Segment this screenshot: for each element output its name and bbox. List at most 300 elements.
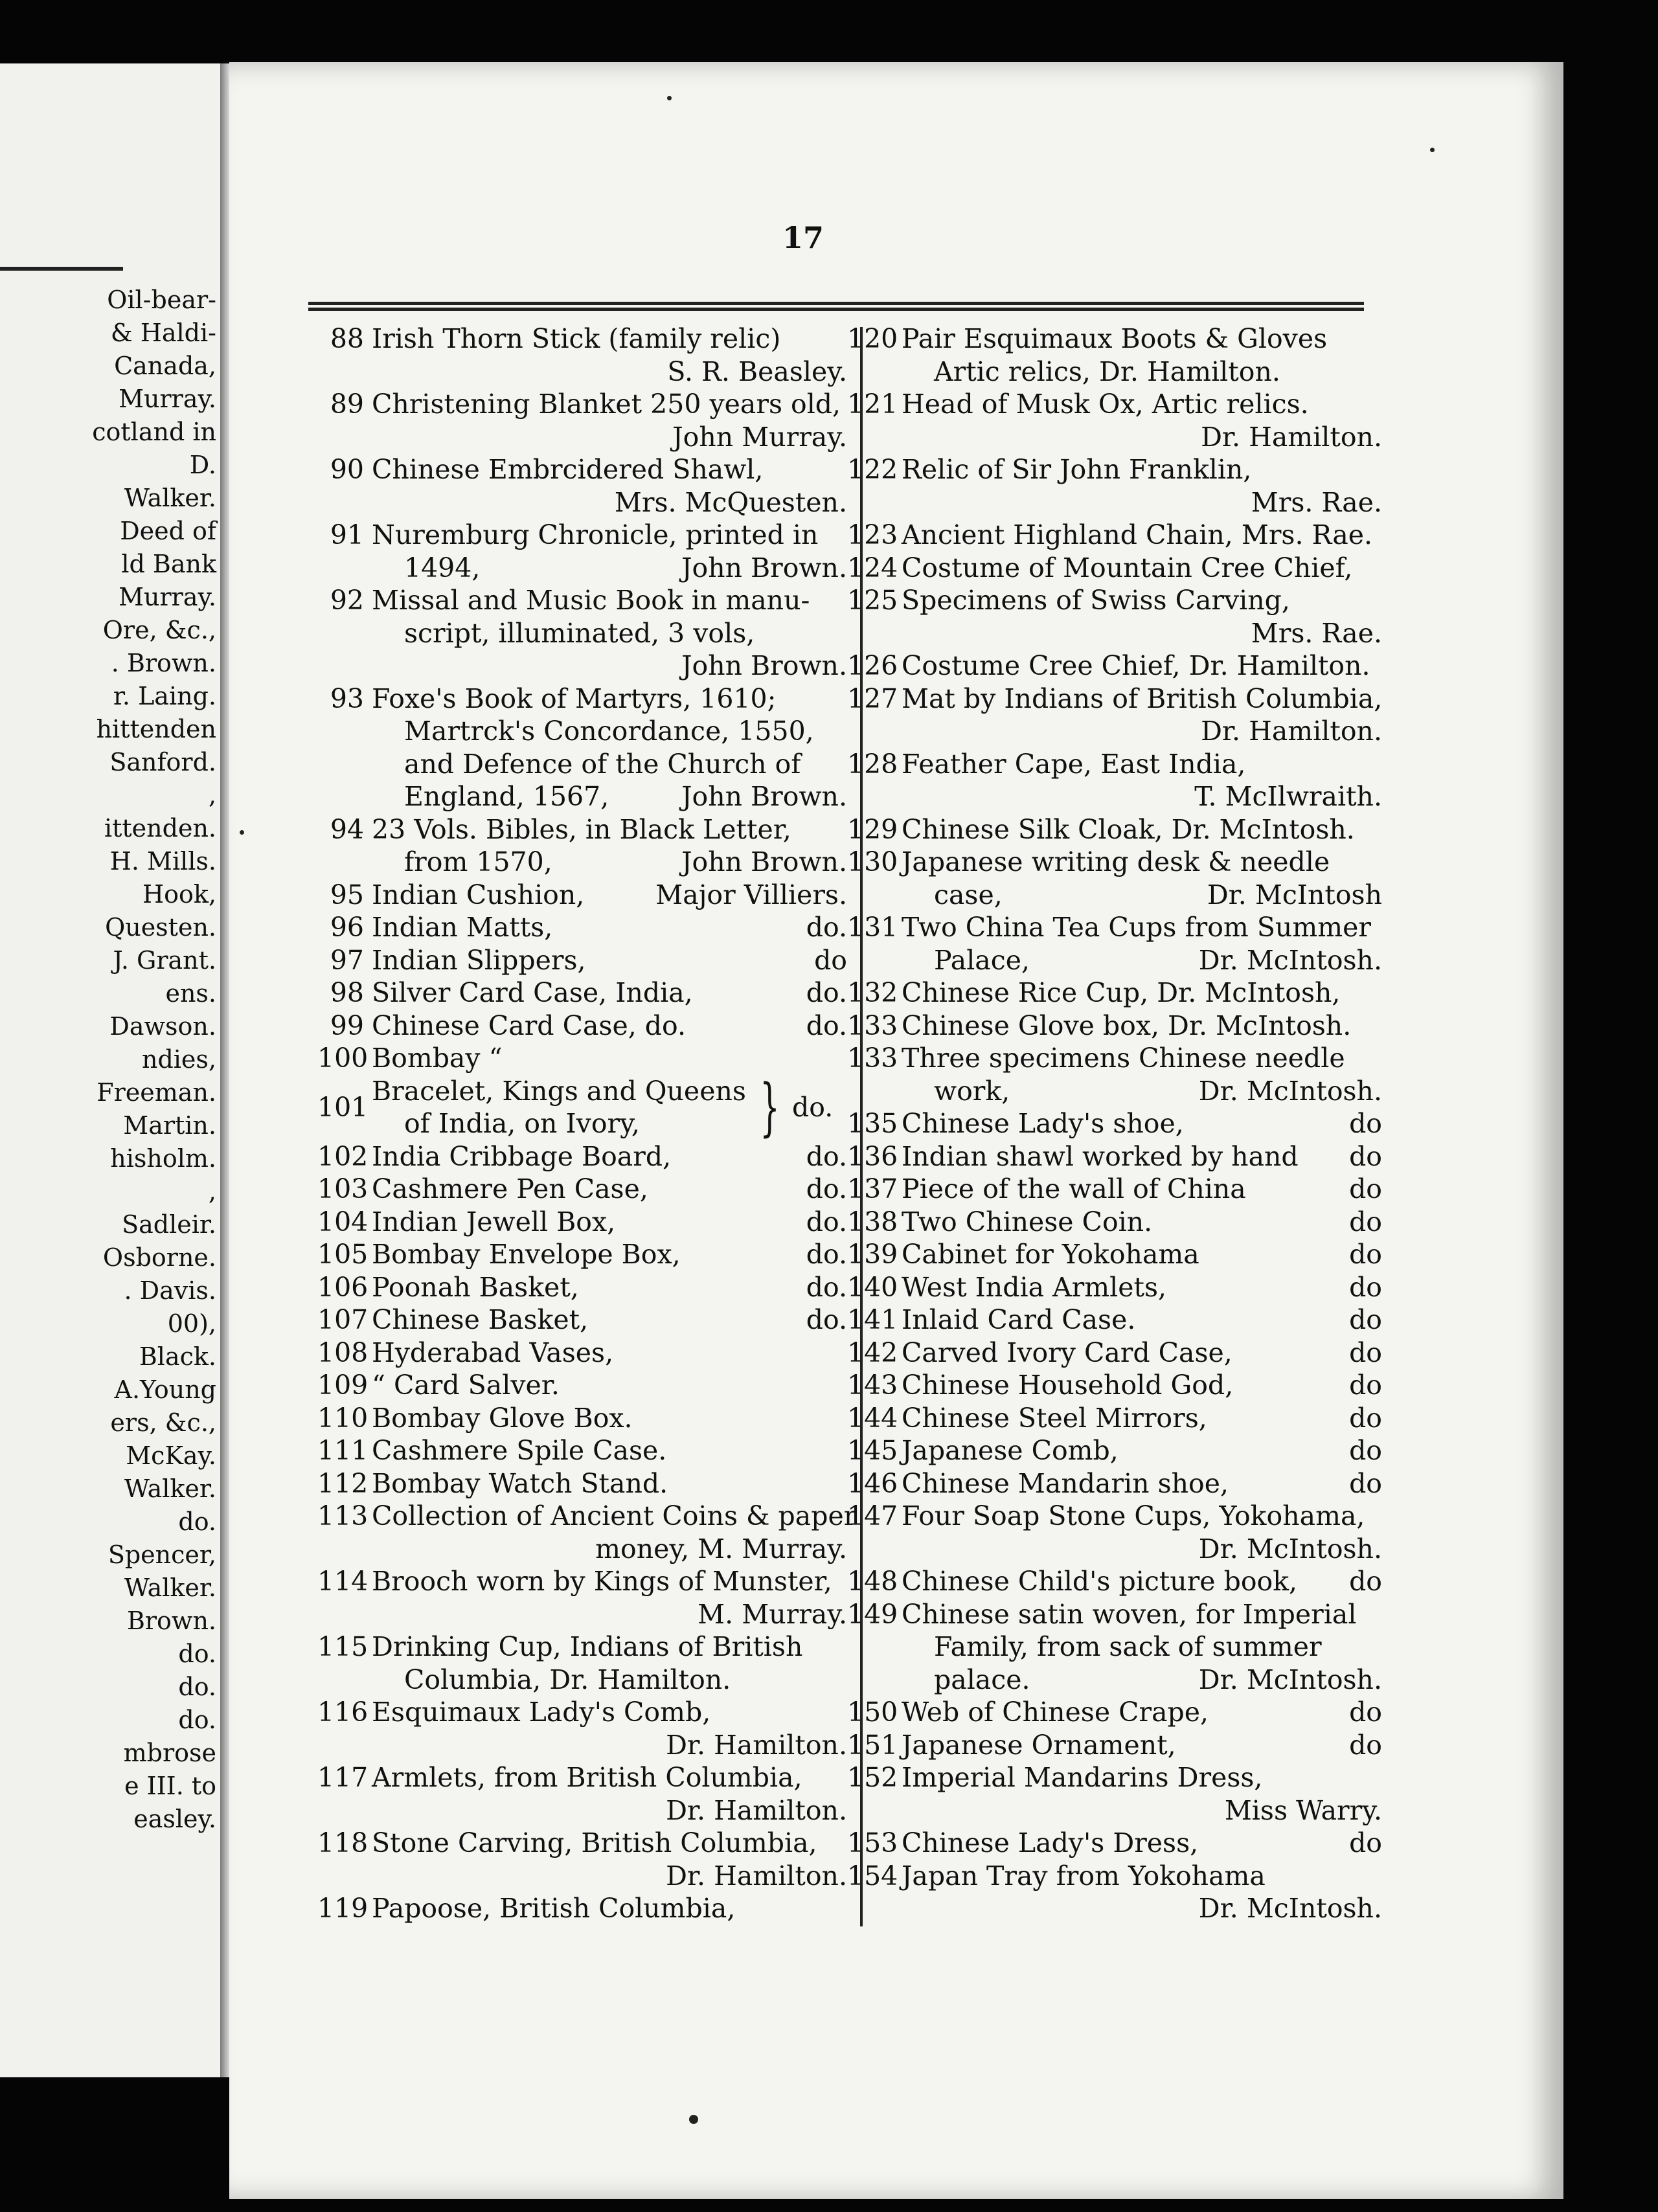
entry-continuation: [317, 780, 847, 813]
catalogue-entry: [317, 1696, 847, 1729]
catalogue-entry: [317, 322, 847, 356]
entry-number: 125: [847, 585, 898, 616]
catalogue-entry: [847, 1565, 1382, 1598]
catalogue-entry: [317, 1827, 847, 1860]
catalogue-entry: [847, 1467, 1382, 1500]
left-page-fragments: [3, 284, 216, 1836]
entry-description: Ancient Highland Chain, Mrs. Rae.: [902, 519, 1373, 550]
catalogue-entry: [317, 1010, 847, 1043]
catalogue-entry: [847, 911, 1382, 944]
entry-number: 95: [330, 879, 364, 910]
entry-description: Foxe's Book of Martyrs, 1610;: [372, 683, 777, 714]
entry-number: 130: [847, 846, 898, 877]
entry-lender: John Brown.: [681, 781, 847, 812]
left-page-fragment: Osborne.: [102, 1243, 216, 1272]
catalogue-entry: [847, 1729, 1382, 1762]
entry-lender: do.: [806, 912, 847, 943]
entry-lender: do.: [806, 1304, 847, 1335]
entry-lender: Dr. McIntosh.: [1198, 1893, 1382, 1924]
left-page-fragment: Brown.: [126, 1607, 216, 1635]
catalogue-entry: [317, 1434, 847, 1467]
entry-lender: do: [1349, 1729, 1382, 1761]
catalogue-entry: [847, 1696, 1382, 1729]
left-page-fragment: J. Grant.: [113, 946, 216, 975]
entry-description: Four Soap Stone Cups, Yokohama,: [902, 1500, 1365, 1531]
entry-number: 116: [317, 1697, 369, 1728]
entry-lender: Dr. McIntosh.: [1198, 944, 1382, 976]
entry-description: Poonah Basket,: [372, 1271, 579, 1303]
left-page-fragment: Walker.: [124, 484, 216, 512]
book-gutter: [220, 63, 229, 2077]
entry-lender: do.: [806, 1271, 847, 1303]
entry-number: 145: [847, 1435, 898, 1466]
entry-number: 153: [847, 1827, 898, 1858]
entry-continuation: [847, 944, 1382, 977]
entry-description-line: of India, on Ivory,: [404, 1108, 640, 1139]
left-page-fragment: r. Laing.: [113, 682, 216, 710]
entry-lender: John Brown.: [681, 650, 847, 681]
entry-description: Chinese Steel Mirrors,: [902, 1402, 1207, 1434]
catalogue-entry: [847, 748, 1382, 781]
entry-number: 99: [330, 1010, 364, 1041]
catalogue-entry: [317, 1369, 847, 1402]
entry-continuation: [847, 1664, 1382, 1697]
left-page-fragment: Black.: [139, 1342, 216, 1371]
entry-number: 100: [317, 1043, 369, 1074]
catalogue-entry: [317, 1070, 847, 1144]
entry-number: 108: [317, 1337, 369, 1368]
entry-lender: do.: [806, 1140, 847, 1172]
left-page-rule: [0, 267, 123, 271]
catalogue-entry: [847, 649, 1382, 683]
entry-description: Chinese Lady's shoe,: [902, 1108, 1184, 1139]
left-page-fragment: Murray.: [119, 583, 216, 611]
catalogue-entry: [847, 683, 1382, 716]
entry-lender: do: [1349, 1206, 1382, 1237]
entry-number: 90: [330, 454, 364, 485]
entry-number: 97: [330, 944, 364, 976]
left-page-fragment: hisholm.: [110, 1144, 216, 1173]
catalogue-entry: [847, 813, 1382, 846]
entry-number: 138: [847, 1206, 898, 1237]
catalogue-entry: [317, 1337, 847, 1370]
entry-continuation-text: from 1570,: [404, 846, 552, 877]
catalogue-entry: [847, 1042, 1382, 1075]
entry-number: 96: [330, 912, 364, 943]
entry-lender: do: [1349, 1402, 1382, 1434]
catalogue-entry: [847, 1206, 1382, 1239]
entry-description: Two China Tea Cups from Summer: [902, 912, 1371, 943]
left-page-fragment: . Davis.: [124, 1276, 216, 1305]
entry-description: Esquimaux Lady's Comb,: [372, 1697, 711, 1728]
print-speck: [240, 830, 244, 835]
entry-number: 121: [847, 389, 898, 420]
catalogue-entry: [317, 453, 847, 486]
entry-description: Indian Slippers,: [372, 944, 586, 976]
left-page-fragment: Ore, &c.,: [102, 616, 216, 644]
entry-description: Cashmere Pen Case,: [372, 1173, 648, 1204]
left-page-fragment: Sadleir.: [122, 1210, 216, 1239]
left-page-fragment: Canada,: [114, 352, 216, 380]
left-page-fragment: McKay.: [126, 1441, 216, 1470]
catalogue-entry: [847, 976, 1382, 1010]
entry-description: Irish Thorn Stick (family relic): [372, 323, 781, 354]
entry-number: 114: [317, 1566, 369, 1597]
entry-description: Japanese Comb,: [902, 1435, 1119, 1466]
entry-number: 118: [317, 1827, 369, 1858]
entry-continuation-text: work,: [934, 1075, 1010, 1107]
entry-continuation: Martrck's Concordance, 1550,: [404, 716, 814, 747]
entry-description: Brooch worn by Kings of Munster,: [372, 1566, 832, 1597]
entry-continuation-text: palace.: [934, 1664, 1030, 1695]
catalogue-entry: [847, 584, 1382, 617]
entry-description: Bombay “: [372, 1043, 503, 1074]
entry-description: Relic of Sir John Franklin,: [902, 454, 1252, 485]
entry-description: Christening Blanket 250 years old,: [372, 389, 841, 420]
catalogue-entry: [317, 1042, 847, 1075]
entry-number: 113: [317, 1500, 369, 1531]
left-page-fragment: . Brown.: [111, 649, 216, 677]
entry-description: Nuremburg Chronicle, printed in: [372, 519, 819, 550]
left-page-fragment: Questen.: [105, 913, 216, 942]
entry-lender: do: [1349, 1108, 1382, 1139]
entry-lender: Dr. McIntosh: [1207, 879, 1382, 910]
entry-lender: money, M. Murray.: [595, 1533, 847, 1564]
entry-number: 131: [847, 912, 898, 943]
entry-lender: do: [1349, 1435, 1382, 1466]
entry-description: Chinese Card Case, do.: [372, 1010, 687, 1041]
entry-lender: do: [1349, 1827, 1382, 1858]
entry-lender: do: [1349, 1370, 1382, 1401]
entry-number: 122: [847, 454, 898, 485]
entry-number: 103: [317, 1173, 369, 1204]
left-page-fragment: Dawson.: [109, 1012, 216, 1041]
entry-number: 126: [847, 650, 898, 681]
entry-number: 154: [847, 1860, 898, 1891]
entry-description: Japanese writing desk & needle: [902, 846, 1330, 877]
entry-lender: do: [814, 944, 847, 976]
entry-number: 136: [847, 1140, 898, 1172]
entry-number: 110: [317, 1402, 369, 1434]
entry-description: 23 Vols. Bibles, in Black Letter,: [372, 813, 791, 845]
entry-description: Indian Jewell Box,: [372, 1206, 616, 1237]
left-page-fragment: Oil-bear-: [107, 286, 216, 314]
catalogue-entry: [847, 519, 1382, 552]
catalogue-entry: [847, 1500, 1382, 1533]
entry-number: 123: [847, 519, 898, 550]
catalogue-entry: [847, 552, 1382, 585]
left-page-fragment: Walker.: [124, 1474, 216, 1503]
entry-continuation: Columbia, Dr. Hamilton.: [404, 1664, 731, 1695]
entry-lender: T. McIlwraith.: [1194, 781, 1382, 812]
page-number: 17: [782, 220, 824, 255]
entry-number: 137: [847, 1173, 898, 1204]
entry-description: Indian Matts,: [372, 912, 553, 943]
entry-description: Papoose, British Columbia,: [372, 1893, 736, 1924]
print-speck: [1430, 148, 1435, 152]
left-page-fragment: hittenden: [96, 715, 216, 743]
entry-lender: do: [1349, 1697, 1382, 1728]
entry-description: Costume of Mountain Cree Chief,: [902, 552, 1353, 583]
entry-number: 89: [330, 389, 364, 420]
entry-continuation: Artic relics, Dr. Hamilton.: [934, 356, 1280, 387]
entry-description: Head of Musk Ox, Artic relics.: [902, 389, 1309, 420]
left-page-fragment: A.Young: [114, 1375, 216, 1404]
entry-lender: do.: [806, 1239, 847, 1270]
catalogue-entry: [317, 1892, 847, 1925]
entry-number: 129: [847, 813, 898, 845]
entry-lender: Dr. McIntosh.: [1198, 1533, 1382, 1564]
catalogue-entry: [847, 322, 1382, 356]
left-page-fragment: Deed of: [120, 517, 216, 545]
catalogue-entry: [847, 1173, 1382, 1206]
entry-number: 111: [317, 1435, 369, 1466]
entry-number: 106: [317, 1271, 369, 1303]
catalogue-entry: [847, 846, 1382, 879]
entry-lender: do.: [791, 1091, 834, 1123]
entry-description: Chinese Rice Cup, Dr. McIntosh,: [902, 977, 1341, 1008]
catalogue-entry: [847, 1402, 1382, 1435]
entry-number: 104: [317, 1206, 369, 1237]
catalogue-entry: [317, 944, 847, 977]
entry-number: 115: [317, 1631, 369, 1662]
catalogue-entry: [317, 1500, 857, 1533]
entry-lender: do: [1349, 1173, 1382, 1204]
header-double-rule: [308, 302, 1364, 311]
left-page-fragment: ,: [208, 781, 216, 809]
entry-number: 151: [847, 1729, 898, 1761]
entry-description: Imperial Mandarins Dress,: [902, 1762, 1263, 1793]
entry-lender: do: [1349, 1566, 1382, 1597]
entry-lender: Mrs. Rae.: [1251, 486, 1382, 518]
entry-lender: S. R. Beasley.: [667, 356, 847, 387]
entry-number: 150: [847, 1697, 898, 1728]
entry-number: 149: [847, 1598, 898, 1630]
entry-number: 119: [317, 1893, 369, 1924]
entry-number: 107: [317, 1304, 369, 1335]
left-page-fragment: easley.: [133, 1805, 216, 1833]
entry-number: 102: [317, 1140, 369, 1172]
entry-number: 93: [330, 683, 364, 714]
entry-continuation: and Defence of the Church of: [404, 748, 801, 780]
left-page-fragment: H. Mills.: [109, 847, 216, 875]
entry-number: 127: [847, 683, 898, 714]
catalogue-entry: [317, 1761, 847, 1794]
entry-description: Piece of the wall of China: [902, 1173, 1246, 1204]
left-page-fragment: ,: [208, 1177, 216, 1206]
catalogue-entry: [317, 1565, 847, 1598]
entry-description: Mat by Indians of British Columbia,: [902, 683, 1383, 714]
catalogue-entry: [317, 1402, 847, 1435]
left-page-fragment: cotland in: [92, 418, 216, 446]
entry-number: 92: [330, 585, 364, 616]
catalogue-entry: [847, 1010, 1382, 1043]
left-page-fragment: ens.: [165, 979, 216, 1008]
entry-lender: do: [1349, 1337, 1382, 1368]
entry-description: Chinese Lady's Dress,: [902, 1827, 1199, 1858]
catalogue-entry: [317, 1238, 847, 1271]
entry-description: Stone Carving, British Columbia,: [372, 1827, 817, 1858]
left-page-fragment: do.: [178, 1507, 216, 1536]
entry-description: Indian shawl worked by hand: [902, 1140, 1299, 1172]
entry-lender: John Brown.: [681, 552, 847, 583]
entry-description: Chinese Mandarin shoe,: [902, 1467, 1229, 1499]
left-page-fragment: Martin.: [123, 1111, 216, 1140]
entry-continuation: [317, 846, 847, 879]
entry-description: Armlets, from British Columbia,: [372, 1762, 802, 1793]
left-page-fragment: do.: [178, 1706, 216, 1734]
catalogue-right-column: [847, 322, 1382, 1925]
catalogue-entry: [317, 1140, 847, 1173]
catalogue-entry: [847, 1827, 1382, 1860]
entry-number: 139: [847, 1239, 898, 1270]
entry-description: Inlaid Card Case.: [902, 1304, 1136, 1335]
entry-continuation: [847, 1075, 1382, 1108]
entry-lender: Dr. McIntosh.: [1198, 1664, 1382, 1695]
entry-number: 105: [317, 1239, 369, 1270]
catalogue-entry: [317, 879, 847, 912]
entry-lender: Mrs. Rae.: [1251, 617, 1382, 649]
entry-number: 117: [317, 1762, 369, 1793]
left-page-fragment: mbrose: [123, 1739, 216, 1767]
entry-lender: do.: [806, 1173, 847, 1204]
left-page-fragment: & Haldi-: [110, 319, 216, 347]
entry-lender: Dr. Hamilton.: [666, 1794, 847, 1826]
entry-lender: M. Murray.: [698, 1598, 847, 1630]
entry-continuation-text: 1494,: [404, 552, 481, 583]
left-page-fragment: 00),: [167, 1309, 216, 1338]
entry-description: Bombay Envelope Box,: [372, 1239, 681, 1270]
entry-description: Costume Cree Chief, Dr. Hamilton.: [902, 650, 1370, 681]
catalogue-entry: [847, 1369, 1382, 1402]
entry-continuation-text: England, 1567,: [404, 781, 609, 812]
catalogue-entry: [317, 519, 847, 552]
left-page-fragment: ittenden.: [104, 814, 216, 842]
entry-continuation-text: case,: [934, 879, 1003, 910]
entry-number: 112: [317, 1467, 369, 1499]
catalogue-entry: [317, 813, 847, 846]
entry-description: Specimens of Swiss Carving,: [902, 585, 1290, 616]
entry-number: 94: [330, 813, 364, 845]
print-speck: [689, 2115, 698, 2124]
entry-description: Three specimens Chinese needle: [902, 1043, 1345, 1074]
left-page: [0, 63, 220, 2077]
left-page-fragment: Hook,: [142, 880, 216, 909]
left-page-fragment: ers, &c.,: [110, 1408, 216, 1437]
entry-description: Chinese Silk Cloak, Dr. McIntosh.: [902, 813, 1355, 845]
entry-lender: do.: [806, 977, 847, 1008]
entry-description: Cabinet for Yokohama: [902, 1239, 1199, 1270]
catalogue-entry: [847, 1860, 1382, 1893]
entry-lender: Dr. McIntosh.: [1198, 1075, 1382, 1107]
catalogue-entry: [317, 1304, 847, 1337]
entry-number: 144: [847, 1402, 898, 1434]
catalogue-entry: [847, 1271, 1382, 1304]
catalogue-entry: [847, 453, 1382, 486]
entry-number: 148: [847, 1566, 898, 1597]
entry-description: Chinese Embrcidered Shawl,: [372, 454, 764, 485]
entry-number: 109: [317, 1370, 369, 1401]
entry-lender: do: [1349, 1467, 1382, 1499]
entry-description: Japan Tray from Yokohama: [902, 1860, 1266, 1891]
catalogue-entry: [317, 584, 847, 617]
catalogue-entry: [847, 1337, 1382, 1370]
catalogue-entry: [847, 1140, 1382, 1173]
catalogue-entry: [317, 1173, 847, 1206]
entry-number: 124: [847, 552, 898, 583]
entry-lender: Dr. Hamilton.: [1201, 421, 1382, 453]
entry-lender: do: [1349, 1271, 1382, 1303]
brace-glyph: }: [760, 1070, 780, 1144]
entry-description: Chinese Basket,: [372, 1304, 589, 1335]
entry-description: Drinking Cup, Indians of British: [372, 1631, 803, 1662]
left-page-fragment: Walker.: [124, 1574, 216, 1602]
catalogue-entry: [847, 1434, 1382, 1467]
catalogue-entry: [847, 1304, 1382, 1337]
entry-lender: Miss Warry.: [1224, 1794, 1382, 1826]
entry-description: Japanese Ornament,: [902, 1729, 1176, 1761]
catalogue-entry: [847, 388, 1382, 421]
print-speck: [667, 96, 672, 100]
entry-number: 91: [330, 519, 364, 550]
catalogue-entry: [317, 1631, 847, 1664]
entry-lender: do.: [806, 1206, 847, 1237]
catalogue-entry: [317, 1467, 847, 1500]
left-page-fragment: Freeman.: [97, 1078, 216, 1107]
entry-description: Missal and Music Book in manu-: [372, 585, 810, 616]
entry-number: 88: [330, 323, 364, 354]
entry-lender: Dr. Hamilton.: [666, 1860, 847, 1891]
catalogue-entry: [317, 683, 847, 716]
entry-continuation: Family, from sack of summer: [934, 1631, 1322, 1662]
entry-description: Chinese Glove box, Dr. McIntosh.: [902, 1010, 1352, 1041]
entry-description: Chinese satin woven, for Imperial: [902, 1598, 1357, 1630]
catalogue-left-column: [317, 322, 857, 1925]
entry-description: Pair Esquimaux Boots & Gloves: [902, 323, 1328, 354]
entry-continuation: [847, 879, 1382, 912]
entry-lender: do: [1349, 1304, 1382, 1335]
entry-description: “ Card Salver.: [372, 1370, 560, 1401]
entry-number: 140: [847, 1271, 898, 1303]
catalogue-entry: [847, 1238, 1382, 1271]
entry-lender: John Murray.: [672, 421, 847, 453]
entry-description: Bombay Glove Box.: [372, 1402, 633, 1434]
entry-number: 132: [847, 977, 898, 1008]
entry-number: 142: [847, 1337, 898, 1368]
left-page-fragment: ndies,: [141, 1045, 216, 1074]
left-page-fragment: ld Bank: [121, 550, 216, 578]
entry-description: Web of Chinese Crape,: [902, 1697, 1209, 1728]
entry-lender: do.: [806, 1010, 847, 1041]
entry-lender: Dr. Hamilton.: [1201, 716, 1382, 747]
entry-continuation: script, illuminated, 3 vols,: [404, 617, 755, 649]
entry-description: Carved Ivory Card Case,: [902, 1337, 1232, 1368]
entry-number: 135: [847, 1108, 898, 1139]
left-page-fragment: do.: [178, 1640, 216, 1668]
entry-number: 133: [847, 1043, 898, 1074]
entry-description: India Cribbage Board,: [372, 1140, 672, 1172]
entry-number: 146: [847, 1467, 898, 1499]
catalogue-entry: [317, 1206, 847, 1239]
entry-number: 143: [847, 1370, 898, 1401]
catalogue-entry: [847, 1761, 1382, 1794]
entry-description: Bombay Watch Stand.: [372, 1467, 668, 1499]
entry-description: Cashmere Spile Case.: [372, 1435, 667, 1466]
entry-number: 98: [330, 977, 364, 1008]
catalogue-entry: [317, 1271, 847, 1304]
catalogue-entry: [317, 976, 847, 1010]
entry-description: Indian Cushion,: [372, 879, 585, 910]
